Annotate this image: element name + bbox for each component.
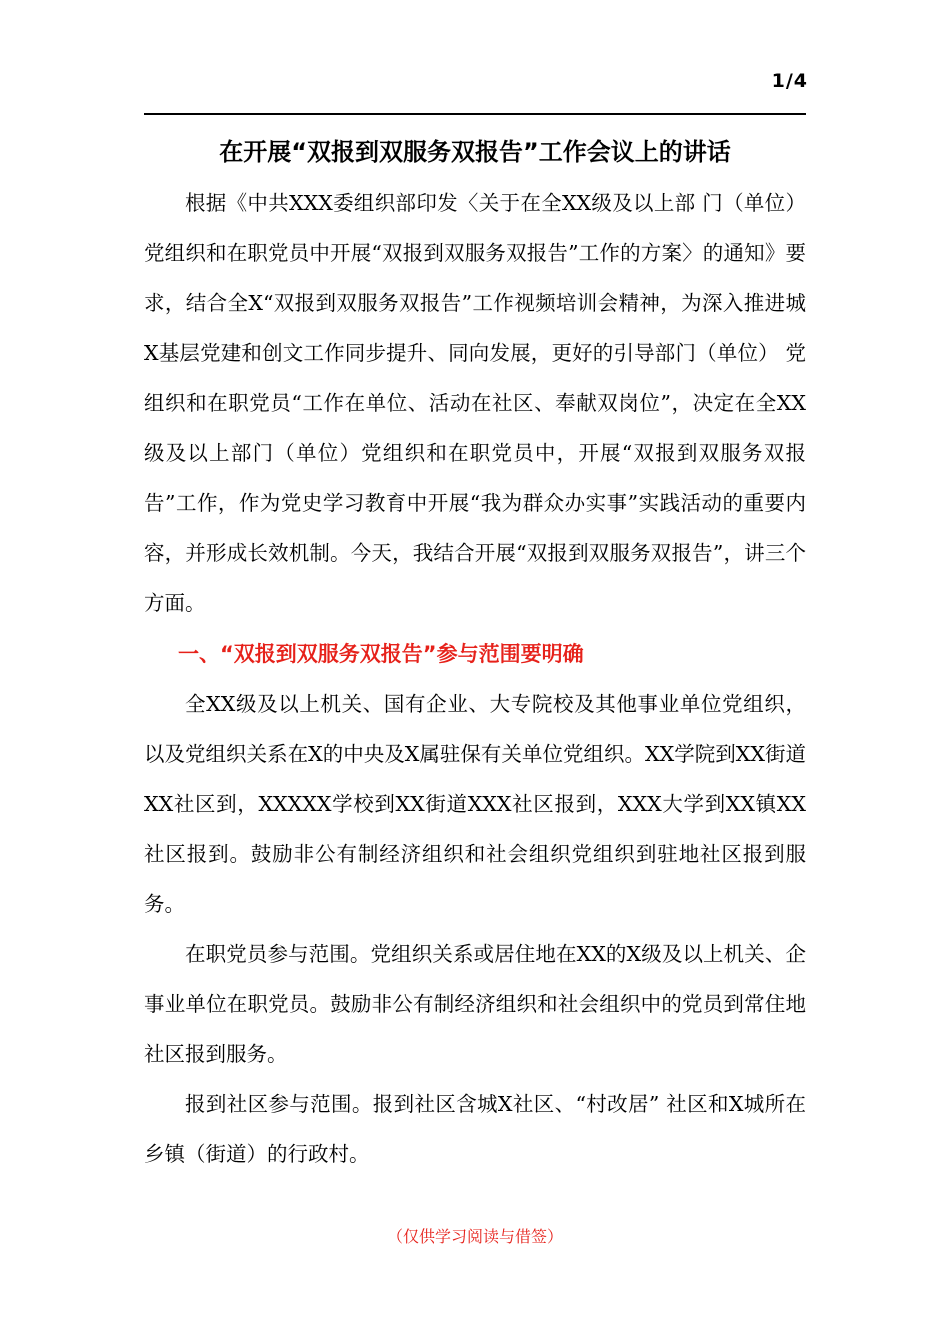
header-divider (144, 113, 806, 115)
intro-paragraph: 根据《中共XXX委组织部印发〈关于在全XX级及以上部 门（单位）党组织和在职党员中开展“双报到双服务双报告”工作的方案〉的通知》要求，结合全X“双报到双服务双报告”工作视频培训会精神，为深入推进城X基层党建和创文工作同步提升、同向发展，更好的引导部门（单位） 党组织和在职党员“工作在单位、活动在社区、奉献双岗位”，决定在全XX级及以上部门（单位）党组织和在职党员中，开展“双报到双服务双报告”工作，作为党史学习教育中开展“我为群众办实事”实践活动的重要内容，并形成长效机制。今天，我结合开展“双报到双服务双报告”，讲三个方面。 (144, 191, 806, 615)
page-number: 1/4 (771, 70, 808, 92)
community-scope-paragraph: 报到社区参与范围。报到社区含城X社区、“村改居” 社区和X城所在乡镇（街道）的行政村。 (144, 1092, 806, 1166)
document-title: 在开展“双报到双服务双报告”工作会议上的讲话 (219, 138, 731, 166)
section-heading-1: 一、“双报到双服务双报告”参与范围要明确 (178, 642, 584, 666)
member-scope-paragraph: 在职党员参与范围。党组织关系或居住地在XX的X级及以上机关、企事业单位在职党员。鼓励非公有制经济组织和社会组织中的党员到常住地社区报到服务。 (144, 942, 806, 1066)
document-body (144, 178, 806, 1179)
organization-scope-paragraph: 全XX级及以上机关、国有企业、大专院校及其他事业单位党组织，以及党组织关系在X的中央及X属驻保有关单位党组织。XX学院到XX街道XX社区到，XXXXX学校到XX街道XXX社区报到，XXX大学到XX镇XX社区报到。鼓励非公有制经济组织和社会组织党组织到驻地社区报到服务。 (144, 692, 806, 916)
footer-note: （仅供学习阅读与借签） (386, 1227, 563, 1246)
